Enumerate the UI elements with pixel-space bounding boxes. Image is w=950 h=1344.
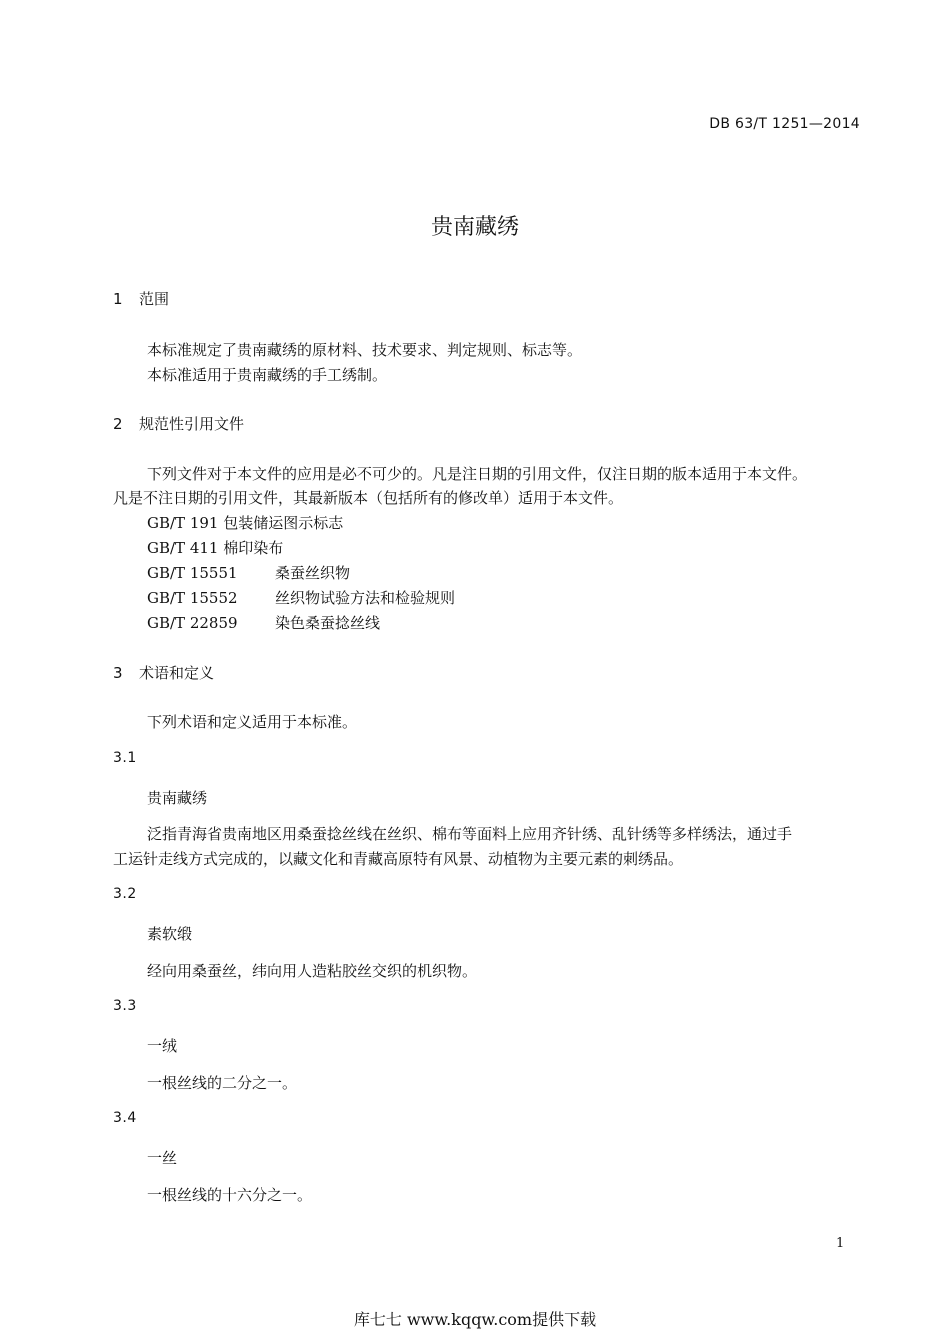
section-heading-scope	[113, 288, 169, 309]
terms-intro: 下列术语和定义适用于本标准。	[147, 713, 358, 731]
reference-item	[147, 612, 380, 633]
term-number: 3.3	[113, 998, 137, 1014]
section-title: 术语和定义	[139, 664, 215, 682]
term-number: 3.2	[113, 886, 137, 902]
section-number: 1	[113, 290, 123, 308]
reference-code: GB/T 191	[147, 514, 219, 532]
reference-item	[147, 512, 343, 533]
reference-code: GB/T 22859	[147, 614, 238, 632]
term-number: 3.1	[113, 750, 137, 766]
reference-title: 染色桑蚕捻丝线	[275, 614, 381, 632]
document-code: DB 63/T 1251—2014	[709, 116, 860, 132]
reference-item	[147, 537, 283, 558]
references-intro-line-1: 下列文件对于本文件的应用是必不可少的。凡是注日期的引用文件，仅注日期的版本适用于本文件。	[147, 465, 808, 483]
section-title: 规范性引用文件	[139, 415, 245, 433]
term-name: 一丝	[147, 1149, 178, 1167]
reference-title: 包装储运图示标志	[223, 514, 344, 532]
term-name: 贵南藏绣	[147, 789, 208, 807]
scope-paragraph-1: 本标准规定了贵南藏绣的原材料、技术要求、判定规则、标志等。	[147, 341, 583, 359]
term-definition-line-1: 泛指青海省贵南地区用桑蚕捻丝线在丝织、棉布等面料上应用齐针绣、乱针绣等多样绣法，通过手	[147, 825, 793, 843]
section-number: 3	[113, 664, 123, 682]
section-title: 范围	[139, 290, 170, 308]
term-definition: 经向用桑蚕丝，纬向用人造粘胶丝交织的机织物。	[147, 962, 478, 980]
scope-paragraph-2: 本标准适用于贵南藏绣的手工绣制。	[147, 366, 388, 384]
term-definition: 一根丝线的十六分之一。	[147, 1186, 313, 1204]
section-heading-terms-and-definitions	[113, 662, 214, 683]
reference-item	[147, 587, 455, 608]
term-number: 3.4	[113, 1110, 137, 1126]
download-footer: 库七七 www.kqqw.com提供下载	[353, 1310, 597, 1329]
section-heading-normative-references	[113, 413, 244, 434]
page-number: 1	[836, 1236, 845, 1251]
reference-code: GB/T 15551	[147, 564, 238, 582]
reference-title: 棉印染布	[223, 539, 284, 557]
term-definition-line-2: 工运针走线方式完成的，以藏文化和青藏高原特有风景、动植物为主要元素的刺绣品。	[113, 850, 684, 868]
section-number: 2	[113, 415, 123, 433]
reference-title: 丝织物试验方法和检验规则	[275, 589, 456, 607]
reference-item	[147, 562, 350, 583]
references-intro-line-2: 凡是不注日期的引用文件，其最新版本（包括所有的修改单）适用于本文件。	[113, 489, 624, 507]
reference-title: 桑蚕丝织物	[275, 564, 351, 582]
term-name: 素软缎	[147, 925, 193, 943]
reference-code: GB/T 411	[147, 539, 219, 557]
term-name: 一绒	[147, 1037, 178, 1055]
document-title: 贵南藏绣	[430, 215, 519, 240]
term-definition: 一根丝线的二分之一。	[147, 1074, 298, 1092]
reference-code: GB/T 15552	[147, 589, 238, 607]
